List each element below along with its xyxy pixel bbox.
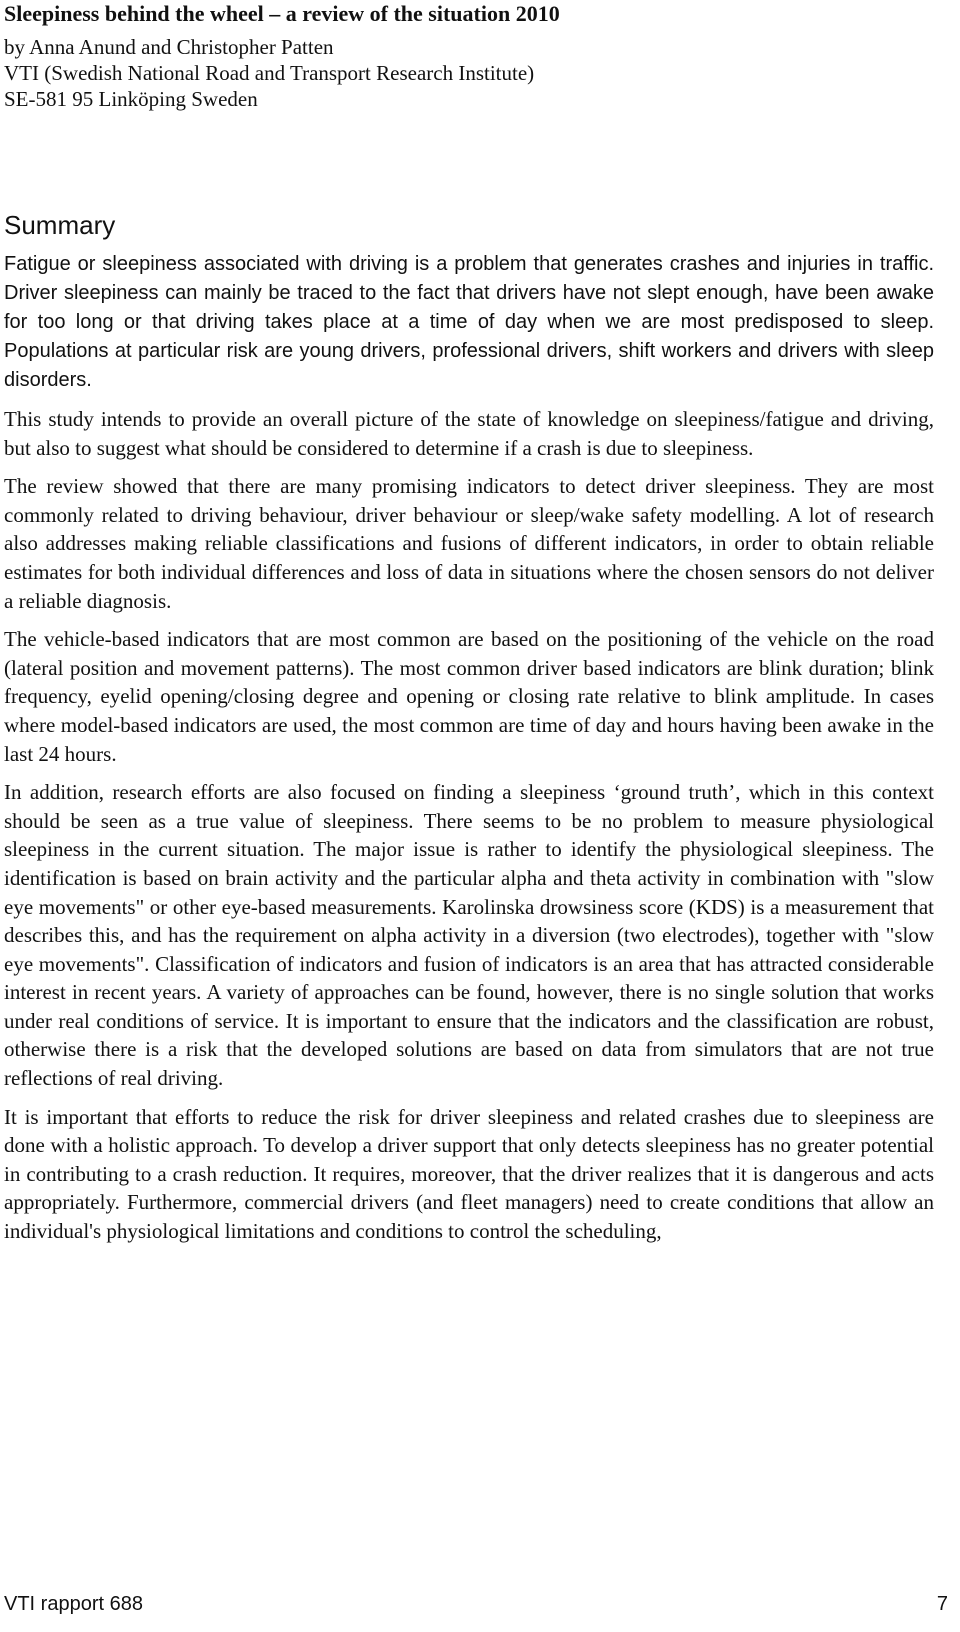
paragraph-5: In addition, research efforts are also focused on finding a sleepiness ‘ground truth’, which in this context should be seen as a true value of sleepiness. There seems to be no problem to measure physiological sleepiness in the current situation. The major issue is rather to identify the physiological sleepiness. The identification is based on brain activity and the particular alpha and theta activity in combination with "slow eye movements" or other eye-based measurements. Karolinska drowsiness score (KDS) is a measurement that describes this, and has the requirement on alpha activity in a diversion (two electrodes), together with "slow eye movements". Classification of indicators and fusion of indicators is an area that has attracted considerable interest in recent years. A variety of approaches can be found, however, there is no single solution that works under real conditions of service. It is important to ensure that the indicators and the classification are robust, otherwise there is a risk that the developed solutions are based on data from simulators that are not true reflections of real driving.: [4, 780, 934, 1091]
byline-authors: by Anna Anund and Christopher Patten: [4, 35, 334, 59]
footer-report-name: VTI rapport 688: [4, 1593, 143, 1615]
paragraph-1: Fatigue or sleepiness associated with driving is a problem that generates crashes and injuries in traffic. Driver sleepiness can mainly be traced to the fact that drivers have not slept enough, have been awake for too long or that driving takes place at a time of day when we are most predisposed to sleep. Populations at particular risk are young drivers, professional drivers, shift workers and drivers with sleep disorders.: [4, 253, 934, 391]
paragraph-3: The review showed that there are many promising indicators to detect driver sleepiness. They are most commonly related to driving behaviour, driver behaviour or sleep/wake safety modelling. A lot of research also addresses making reliable classifications and fusions of different indicators, in order to obtain reliable estimates for both individual differences and loss of data in situations where the chosen sensors do not deliver a reliable diagnosis.: [4, 474, 934, 613]
footer-page-number: 7: [936, 1593, 948, 1615]
document-title: Sleepiness behind the wheel – a review of the situation 2010: [4, 1, 560, 26]
byline-address: SE-581 95 Linköping Sweden: [4, 87, 258, 111]
paragraph-6: It is important that efforts to reduce the risk for driver sleepiness and related crashes due to sleepiness are done with a holistic approach. To develop a driver support that only detects sleepiness has no greater potential in contributing to a crash reduction. It requires, moreover, that the driver realizes that it is dangerous and acts appropriately. Furthermore, commercial drivers (and fleet managers) need to create conditions that allow an individual's physiological limitations and conditions to control the scheduling,: [4, 1104, 934, 1244]
section-heading-summary: Summary: [4, 210, 116, 240]
paragraph-2: This study intends to provide an overall picture of the state of knowledge on sleepiness/fatigue and driving, but also to suggest what should be considered to determine if a crash is due to sleepiness.: [4, 407, 934, 460]
page-footer: [4, 1590, 948, 1618]
paragraph-4: The vehicle-based indicators that are most common are based on the positioning of the vehicle on the road (lateral position and movement patterns). The most common driver based indicators are blink duration; blink frequency, eyelid opening/closing degree and opening or closing rate relative to blink amplitude. In cases where model-based indicators are used, the most common are time of day and hours having been awake in the last 24 hours.: [4, 627, 934, 766]
byline-institute: VTI (Swedish National Road and Transport Research Institute): [4, 61, 535, 85]
byline: [4, 34, 934, 112]
